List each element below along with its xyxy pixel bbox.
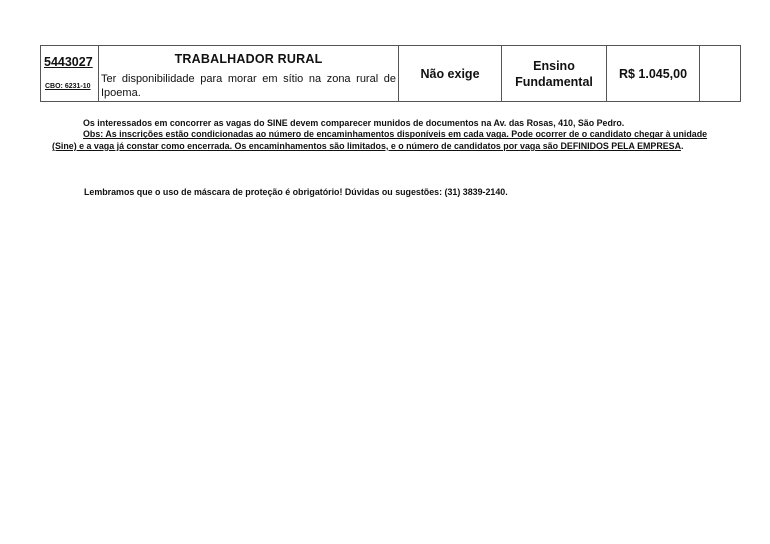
job-code-cell (41, 46, 99, 102)
job-education (502, 46, 607, 102)
job-title: TRABALHADOR RURAL (174, 52, 323, 66)
cbo-code: CBO: 6231-10 (45, 83, 91, 90)
obs-end: . (681, 140, 684, 151)
obs-text: Obs: As inscrições estão condicionadas ao número de encaminhamentos disponíveis em cada vaga. Pode ocorrer de o candidato chegar à unidade (Sine) e a vaga já constar como encerrada. Os encaminhamentos são limitados, e o número de candidatos por vaga são DEFINIDOS PELA EMPRESA (52, 129, 708, 151)
salary-text: R$ 1.045,00 (618, 66, 688, 81)
notice-obs (52, 129, 718, 152)
job-table (40, 45, 741, 102)
experience-text: Não exige (420, 66, 480, 81)
job-salary (607, 46, 700, 102)
table-row (41, 46, 741, 102)
reminder-text: Lembramos que o uso de máscara de proteção é obrigatório! Dúvidas ou sugestões: (31) 3839-2140. (84, 187, 508, 197)
notice-line-1 (52, 118, 718, 129)
notice-text: Os interessados em concorrer as vagas do SINE devem comparecer munidos de documentos na Av. das Rosas, 410, São Pedro. (83, 118, 625, 128)
job-description: Ter disponibilidade para morar em sítio na zona rural de Ipoema. (101, 73, 396, 99)
notice-block (52, 118, 718, 152)
empty-cell (700, 46, 741, 102)
education-line-2: Fundamental (515, 74, 593, 89)
job-code: 5443027 (44, 55, 93, 69)
job-experience (399, 46, 502, 102)
education-line-1: Ensino (533, 58, 575, 73)
job-title-cell (99, 46, 399, 102)
